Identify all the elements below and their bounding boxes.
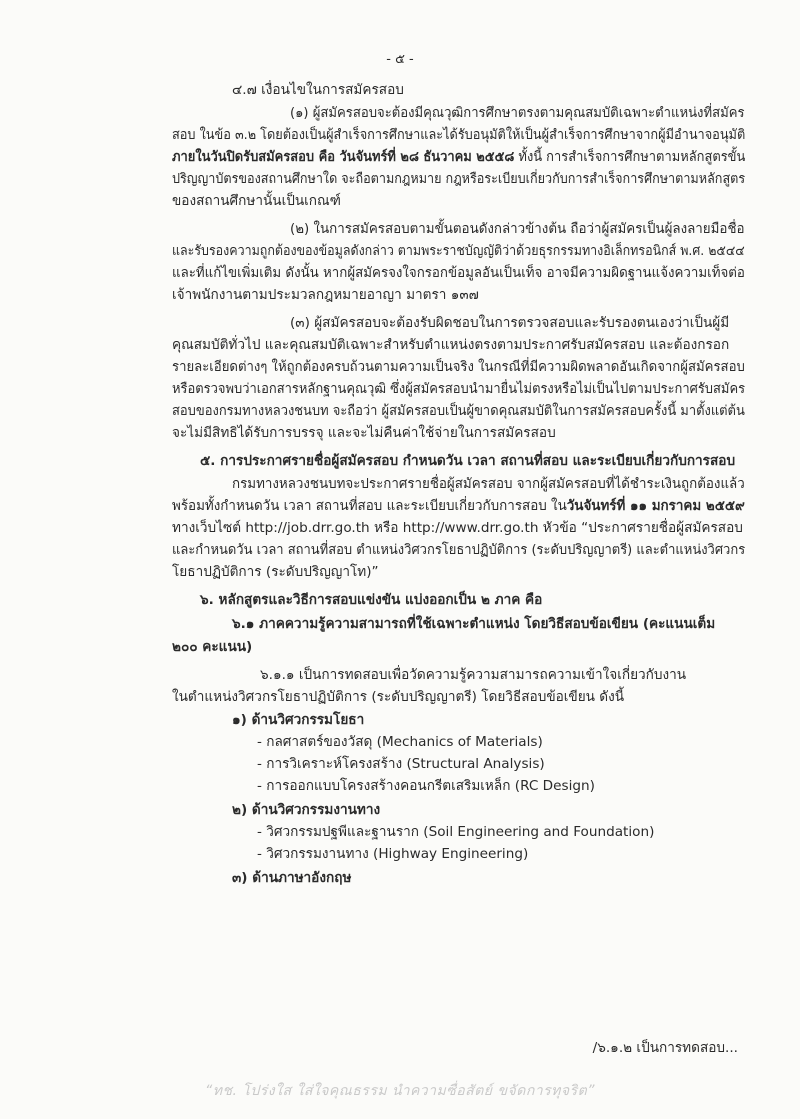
- s5-line-5: โยธาปฏิบัติการ (ระดับปริญญาโท)”: [172, 564, 379, 580]
- s5-line-1: กรมทางหลวงชนบทจะประกาศรายชื่อผู้สมัครสอบ จากผู้สมัครสอบที่ได้ชำระเงินถูกต้องแล้ว: [232, 476, 745, 492]
- category-civil-engineering: ๑) ด้านวิศวกรรมโยธา: [232, 712, 365, 728]
- continued-on-next-page: /๖.๑.๒ เป็นการทดสอบ...: [592, 1040, 738, 1056]
- list-item: - วิศวกรรมปฐพีและฐานราก (Soil Engineering and Foundation): [257, 824, 655, 840]
- p2-line-4: เจ้าพนักงานตามประมวลกฎหมายอาญา มาตรา ๑๓๗: [172, 287, 479, 303]
- p3-line-6: จะไม่มีสิทธิได้รับการบรรจุ และจะไม่คืนค่าใช้จ่ายในการสมัครสอบ: [172, 425, 556, 441]
- p3-line-2: คุณสมบัติทั่วไป และคุณสมบัติเฉพาะสำหรับตำแหน่งตรงตามประกาศรับสมัครสอบ และต้องกรอก: [172, 337, 730, 353]
- list-item: - วิศวกรรมงานทาง (Highway Engineering): [257, 846, 529, 862]
- s5-line-2: [172, 495, 745, 517]
- s5-topic-text: หัวข้อ “ประกาศรายชื่อผู้สมัครสอบ: [538, 520, 743, 536]
- section-5-heading: ๕. การประกาศรายชื่อผู้สมัครสอบ กำหนดวัน เวลา สถานที่สอบ และระเบียบเกี่ยวกับการสอบ: [200, 453, 736, 469]
- s5-line-2-text: พร้อมทั้งกำหนดวัน เวลา สถานที่สอบ และระเบียบเกี่ยวกับการสอบ ใน: [172, 498, 567, 514]
- p2-line-2: และรับรองความถูกต้องของข้อมูลดังกล่าว ตามพระราชบัญญัติว่าด้วยธุรกรรมทางอิเล็กทรอนิกส์ พ.ศ. ๒๕๔๔: [172, 243, 745, 259]
- p3-line-1: (๓) ผู้สมัครสอบจะต้องรับผิดชอบในการตรวจสอบและรับรองตนเองว่าเป็นผู้มี: [290, 315, 730, 331]
- p2-line-1: (๒) ในการสมัครสอบตามขั้นตอนดังกล่าวข้างต้น ถือว่าผู้สมัครเป็นผู้ลงลายมือชื่อ: [290, 221, 745, 237]
- p1-line-2: สอบ ในข้อ ๓.๒ โดยต้องเป็นผู้สำเร็จการศึกษาและได้รับอนุมัติให้เป็นผู้สำเร็จการศึกษาจากผู้มีอำนาจอนุมัติ: [172, 127, 746, 143]
- s5-line-3: [172, 517, 743, 539]
- s5-line-4: และกำหนดวัน เวลา สถานที่สอบ ตำแหน่งวิศวกรโยธาปฏิบัติการ (ระดับปริญญาตรี) และตำแหน่งวิศวกร: [172, 542, 746, 558]
- section-6-heading: ๖. หลักสูตรและวิธีการสอบแข่งขัน แบ่งออกเป็น ๒ ภาค คือ: [200, 592, 543, 608]
- s5-website-label: ทางเว็บไซต์: [172, 520, 246, 536]
- p3-line-5: สอบของกรมทางหลวงชนบท จะถือว่า ผู้สมัครสอบเป็นผู้ขาดคุณสมบัติในการสมัครสอบครั้งนี้ มาตั้งแต่ต้น: [172, 403, 745, 419]
- p1-line-3: [172, 146, 745, 168]
- p1-line-3-rest: ทั้งนี้ การสำเร็จการศึกษาตามหลักสูตรขั้น: [514, 149, 746, 165]
- p3-line-4: หรือตรวจพบว่าเอกสารหลักฐานคุณวุฒิ ซึ่งผู้สมัครสอบนำมายื่นไม่ตรงหรือไม่เป็นไปตามประกาศรับสมัคร: [172, 381, 746, 397]
- p2-line-3: และที่แก้ไขเพิ่มเติม ดังนั้น หากผู้สมัครจงใจกรอกข้อมูลอันเป็นเท็จ อาจมีความผิดฐานแจ้งความเท็จต่อ: [172, 265, 745, 281]
- p3-line-3: รายละเอียดต่างๆ ให้ถูกต้องครบถ้วนตามความเป็นจริง ในกรณีที่มีความผิดพลาดอันเกิดจากผู้สมัครสอบ: [172, 359, 745, 375]
- section-4-7-heading: ๔.๗ เงื่อนไขในการสมัครสอบ: [232, 82, 404, 98]
- list-item: - กลศาสตร์ของวัสดุ (Mechanics of Materials): [257, 734, 543, 750]
- category-english: ๓) ด้านภาษาอังกฤษ: [232, 870, 352, 886]
- announcement-date: วันจันทร์ที่ ๑๑ มกราคม ๒๕๕๙: [566, 498, 745, 514]
- category-highway-engineering: ๒) ด้านวิศวกรรมงานทาง: [232, 802, 381, 818]
- footer-motto: “ทช. โปร่งใส ใส่ใจคุณธรรม นำความซื่อสัตย์ ขจัดการทุจริต”: [205, 1083, 595, 1099]
- p1-closing-date: ภายในวันปิดรับสมัครสอบ คือ วันจันทร์ที่ ๒๘ ธันวาคม ๒๕๕๘: [172, 149, 515, 165]
- s6-1-1-line-1: ๖.๑.๑ เป็นการทดสอบเพื่อวัดความรู้ความสามารถความเข้าใจเกี่ยวกับงาน: [260, 667, 687, 683]
- s6-1-1-line-2: ในตำแหน่งวิศวกรโยธาปฏิบัติการ (ระดับปริญญาตรี) โดยวิธีสอบข้อเขียน ดังนี้: [172, 689, 625, 705]
- p1-line-5: ของสถานศึกษานั้นเป็นเกณฑ์: [172, 193, 341, 209]
- list-item: - การวิเคราะห์โครงสร้าง (Structural Analysis): [257, 756, 545, 772]
- s5-or-text: หรือ: [369, 520, 403, 536]
- drr-website-link[interactable]: http://www.drr.go.th: [402, 520, 539, 536]
- p1-line-4: ปริญญาบัตรของสถานศึกษาใด จะถือตามกฎหมาย กฎหรือระเบียบเกี่ยวกับการสำเร็จการศึกษาตามหลักสูตร: [172, 171, 746, 187]
- list-item: - การออกแบบโครงสร้างคอนกรีตเสริมเหล็ก (RC Design): [257, 778, 595, 794]
- s6-1-line-2: ๒๐๐ คะแนน): [172, 639, 253, 655]
- job-website-link[interactable]: http://job.drr.go.th: [245, 520, 370, 536]
- s6-1-line-1: ๖.๑ ภาคความรู้ความสามารถที่ใช้เฉพาะตำแหน่ง โดยวิธีสอบข้อเขียน (คะแนนเต็ม: [232, 616, 716, 632]
- page-number: - ๕ -: [386, 52, 414, 67]
- p1-line-1: (๑) ผู้สมัครสอบจะต้องมีคุณวุฒิการศึกษาตรงตามคุณสมบัติเฉพาะตำแหน่งที่สมัคร: [290, 105, 745, 121]
